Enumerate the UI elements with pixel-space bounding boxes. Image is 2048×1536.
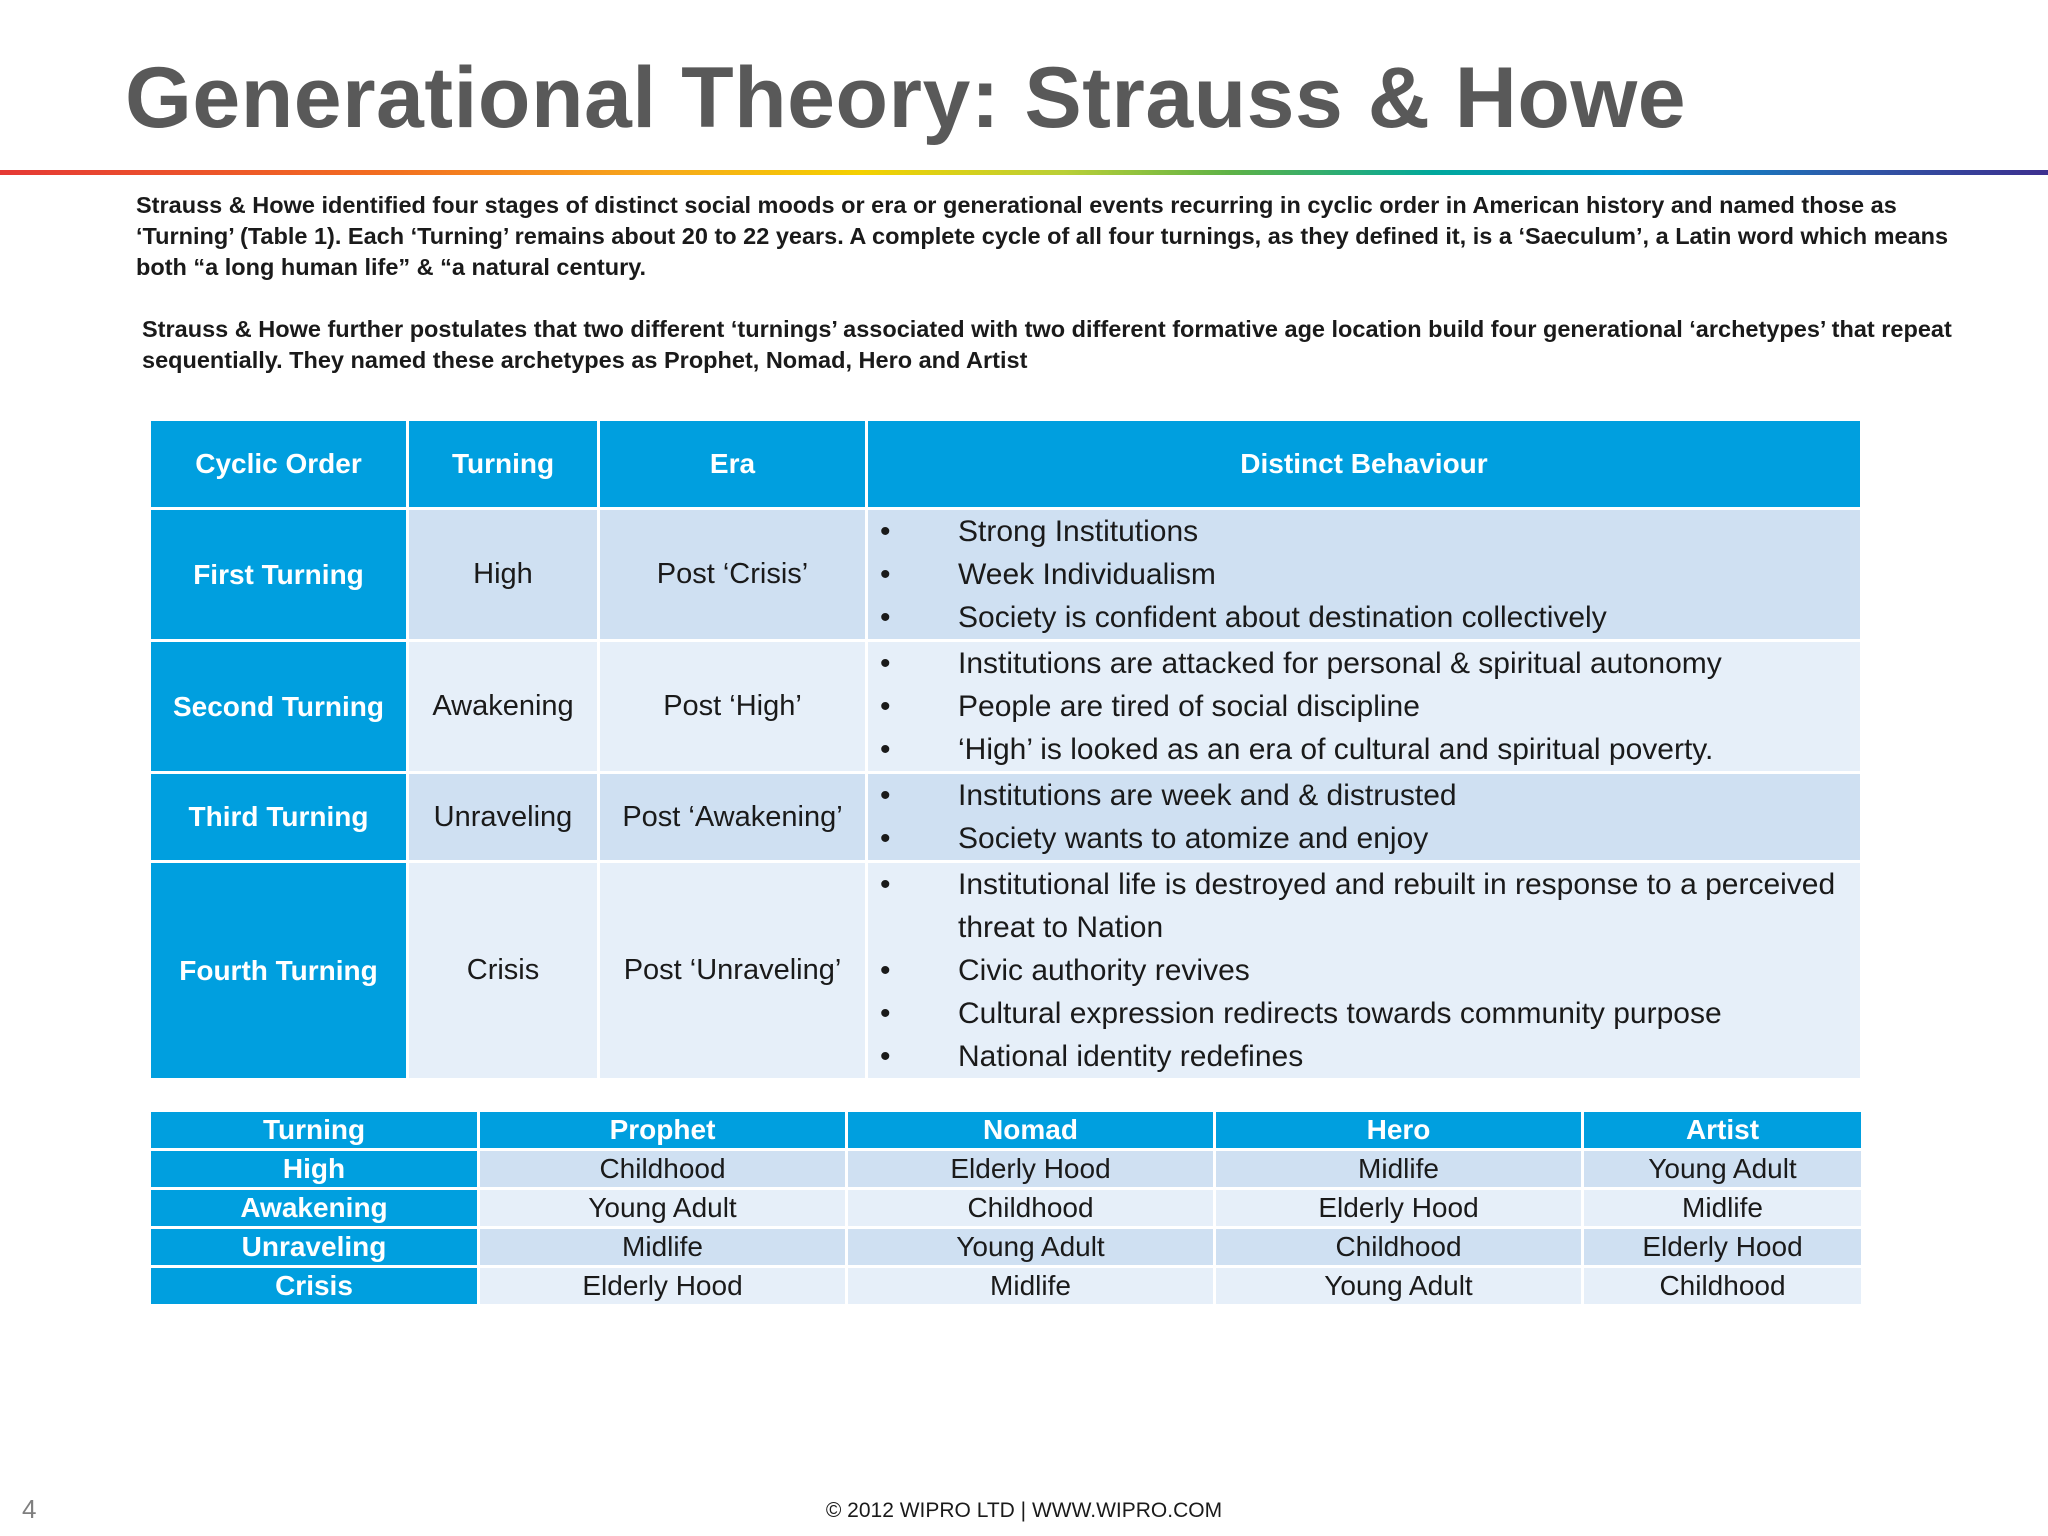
behaviour-cell — [868, 863, 1860, 1078]
table-header-row — [151, 1112, 1861, 1148]
row-label: Crisis — [151, 1268, 477, 1304]
table-row — [151, 1229, 1861, 1265]
table-row — [151, 510, 1860, 639]
list-item: • Cultural expression redirects towards community purpose — [868, 992, 1860, 1035]
behaviour-cell — [868, 642, 1860, 771]
behaviour-list — [868, 642, 1860, 771]
header-hero: Hero — [1216, 1112, 1581, 1148]
list-item: • Society wants to atomize and enjoy — [868, 817, 1860, 860]
table-cell: Childhood — [480, 1151, 845, 1187]
behaviour-list — [868, 774, 1860, 860]
turning-cell: Awakening — [409, 642, 597, 771]
intro-paragraph-2: Strauss & Howe further postulates that two different ‘turnings’ associated with two different formative age location build four generational ‘archetypes’ that repeat sequentially. They named these archetypes as Prophet, Nomad, Hero and Artist — [142, 316, 1952, 373]
behaviour-cell — [868, 774, 1860, 860]
footer-copyright: © 2012 WIPRO LTD | WWW.WIPRO.COM — [825, 1499, 1223, 1522]
rainbow-divider — [0, 170, 2048, 175]
table-cell: Childhood — [1216, 1229, 1581, 1265]
table-row — [151, 1151, 1861, 1187]
behaviour-list — [868, 510, 1860, 639]
list-item: • ‘High’ is looked as an era of cultural and spiritual poverty. — [868, 728, 1860, 771]
row-label: Second Turning — [151, 642, 406, 771]
header-distinct-behaviour: Distinct Behaviour — [868, 421, 1860, 507]
table-cell: Childhood — [1584, 1268, 1861, 1304]
row-label: Fourth Turning — [151, 863, 406, 1078]
list-item: • Institutions are week and & distrusted — [868, 774, 1860, 817]
table-row — [151, 1190, 1861, 1226]
table-cell: Elderly Hood — [480, 1268, 845, 1304]
era-cell: Post ‘Unraveling’ — [600, 863, 865, 1078]
row-label: First Turning — [151, 510, 406, 639]
era-cell: Post ‘Crisis’ — [600, 510, 865, 639]
list-item: • Institutional life is destroyed and rebuilt in response to a perceived threat to Nation — [868, 863, 1860, 949]
table-header-row — [151, 421, 1860, 507]
row-label: Awakening — [151, 1190, 477, 1226]
list-item: • Week Individualism — [868, 553, 1860, 596]
table-row — [151, 1268, 1861, 1304]
table-cell: Young Adult — [1216, 1268, 1581, 1304]
turning-cell: High — [409, 510, 597, 639]
row-label: Third Turning — [151, 774, 406, 860]
era-cell: Post ‘High’ — [600, 642, 865, 771]
behaviour-list — [868, 863, 1860, 1078]
turnings-table — [148, 418, 1863, 1081]
header-era: Era — [600, 421, 865, 507]
table-row — [151, 642, 1860, 771]
table-cell: Young Adult — [480, 1190, 845, 1226]
behaviour-cell — [868, 510, 1860, 639]
slide-title: Generational Theory: Strauss & Howe — [125, 50, 1687, 146]
era-cell: Post ‘Awakening’ — [600, 774, 865, 860]
turning-cell: Unraveling — [409, 774, 597, 860]
row-label: Unraveling — [151, 1229, 477, 1265]
list-item: • Institutions are attacked for personal & spiritual autonomy — [868, 642, 1860, 685]
table-cell: Midlife — [848, 1268, 1213, 1304]
table-cell: Midlife — [1216, 1151, 1581, 1187]
header-prophet: Prophet — [480, 1112, 845, 1148]
turning-cell: Crisis — [409, 863, 597, 1078]
row-label: High — [151, 1151, 477, 1187]
header-turning: Turning — [151, 1112, 477, 1148]
intro-text — [136, 190, 1956, 376]
list-item: • People are tired of social discipline — [868, 685, 1860, 728]
list-item: • National identity redefines — [868, 1035, 1860, 1078]
page-number: 4 — [22, 1494, 37, 1524]
table-cell: Midlife — [480, 1229, 845, 1265]
intro-paragraph-1: Strauss & Howe identified four stages of distinct social moods or era or generational events recurring in cyclic order in American history and named those as ‘Turning’ (Table 1). Each ‘Turning’ remains about 20 to 22 years. A complete cycle of all four turnings, as they defined it, is a ‘Saeculum’, a Latin word which means both “a long human life” & “a natural century. — [136, 192, 1949, 280]
list-item: • Society is confident about destination collectively — [868, 596, 1860, 639]
header-artist: Artist — [1584, 1112, 1861, 1148]
header-cyclic-order: Cyclic Order — [151, 421, 406, 507]
table-cell: Elderly Hood — [848, 1151, 1213, 1187]
table-cell: Elderly Hood — [1216, 1190, 1581, 1226]
list-item: • Civic authority revives — [868, 949, 1860, 992]
table-row — [151, 863, 1860, 1078]
table-row — [151, 774, 1860, 860]
table-cell: Elderly Hood — [1584, 1229, 1861, 1265]
table-cell: Young Adult — [1584, 1151, 1861, 1187]
archetypes-table — [148, 1109, 1864, 1307]
table-cell: Young Adult — [848, 1229, 1213, 1265]
list-item: • Strong Institutions — [868, 510, 1860, 553]
table-cell: Childhood — [848, 1190, 1213, 1226]
table-cell: Midlife — [1584, 1190, 1861, 1226]
header-nomad: Nomad — [848, 1112, 1213, 1148]
header-turning: Turning — [409, 421, 597, 507]
